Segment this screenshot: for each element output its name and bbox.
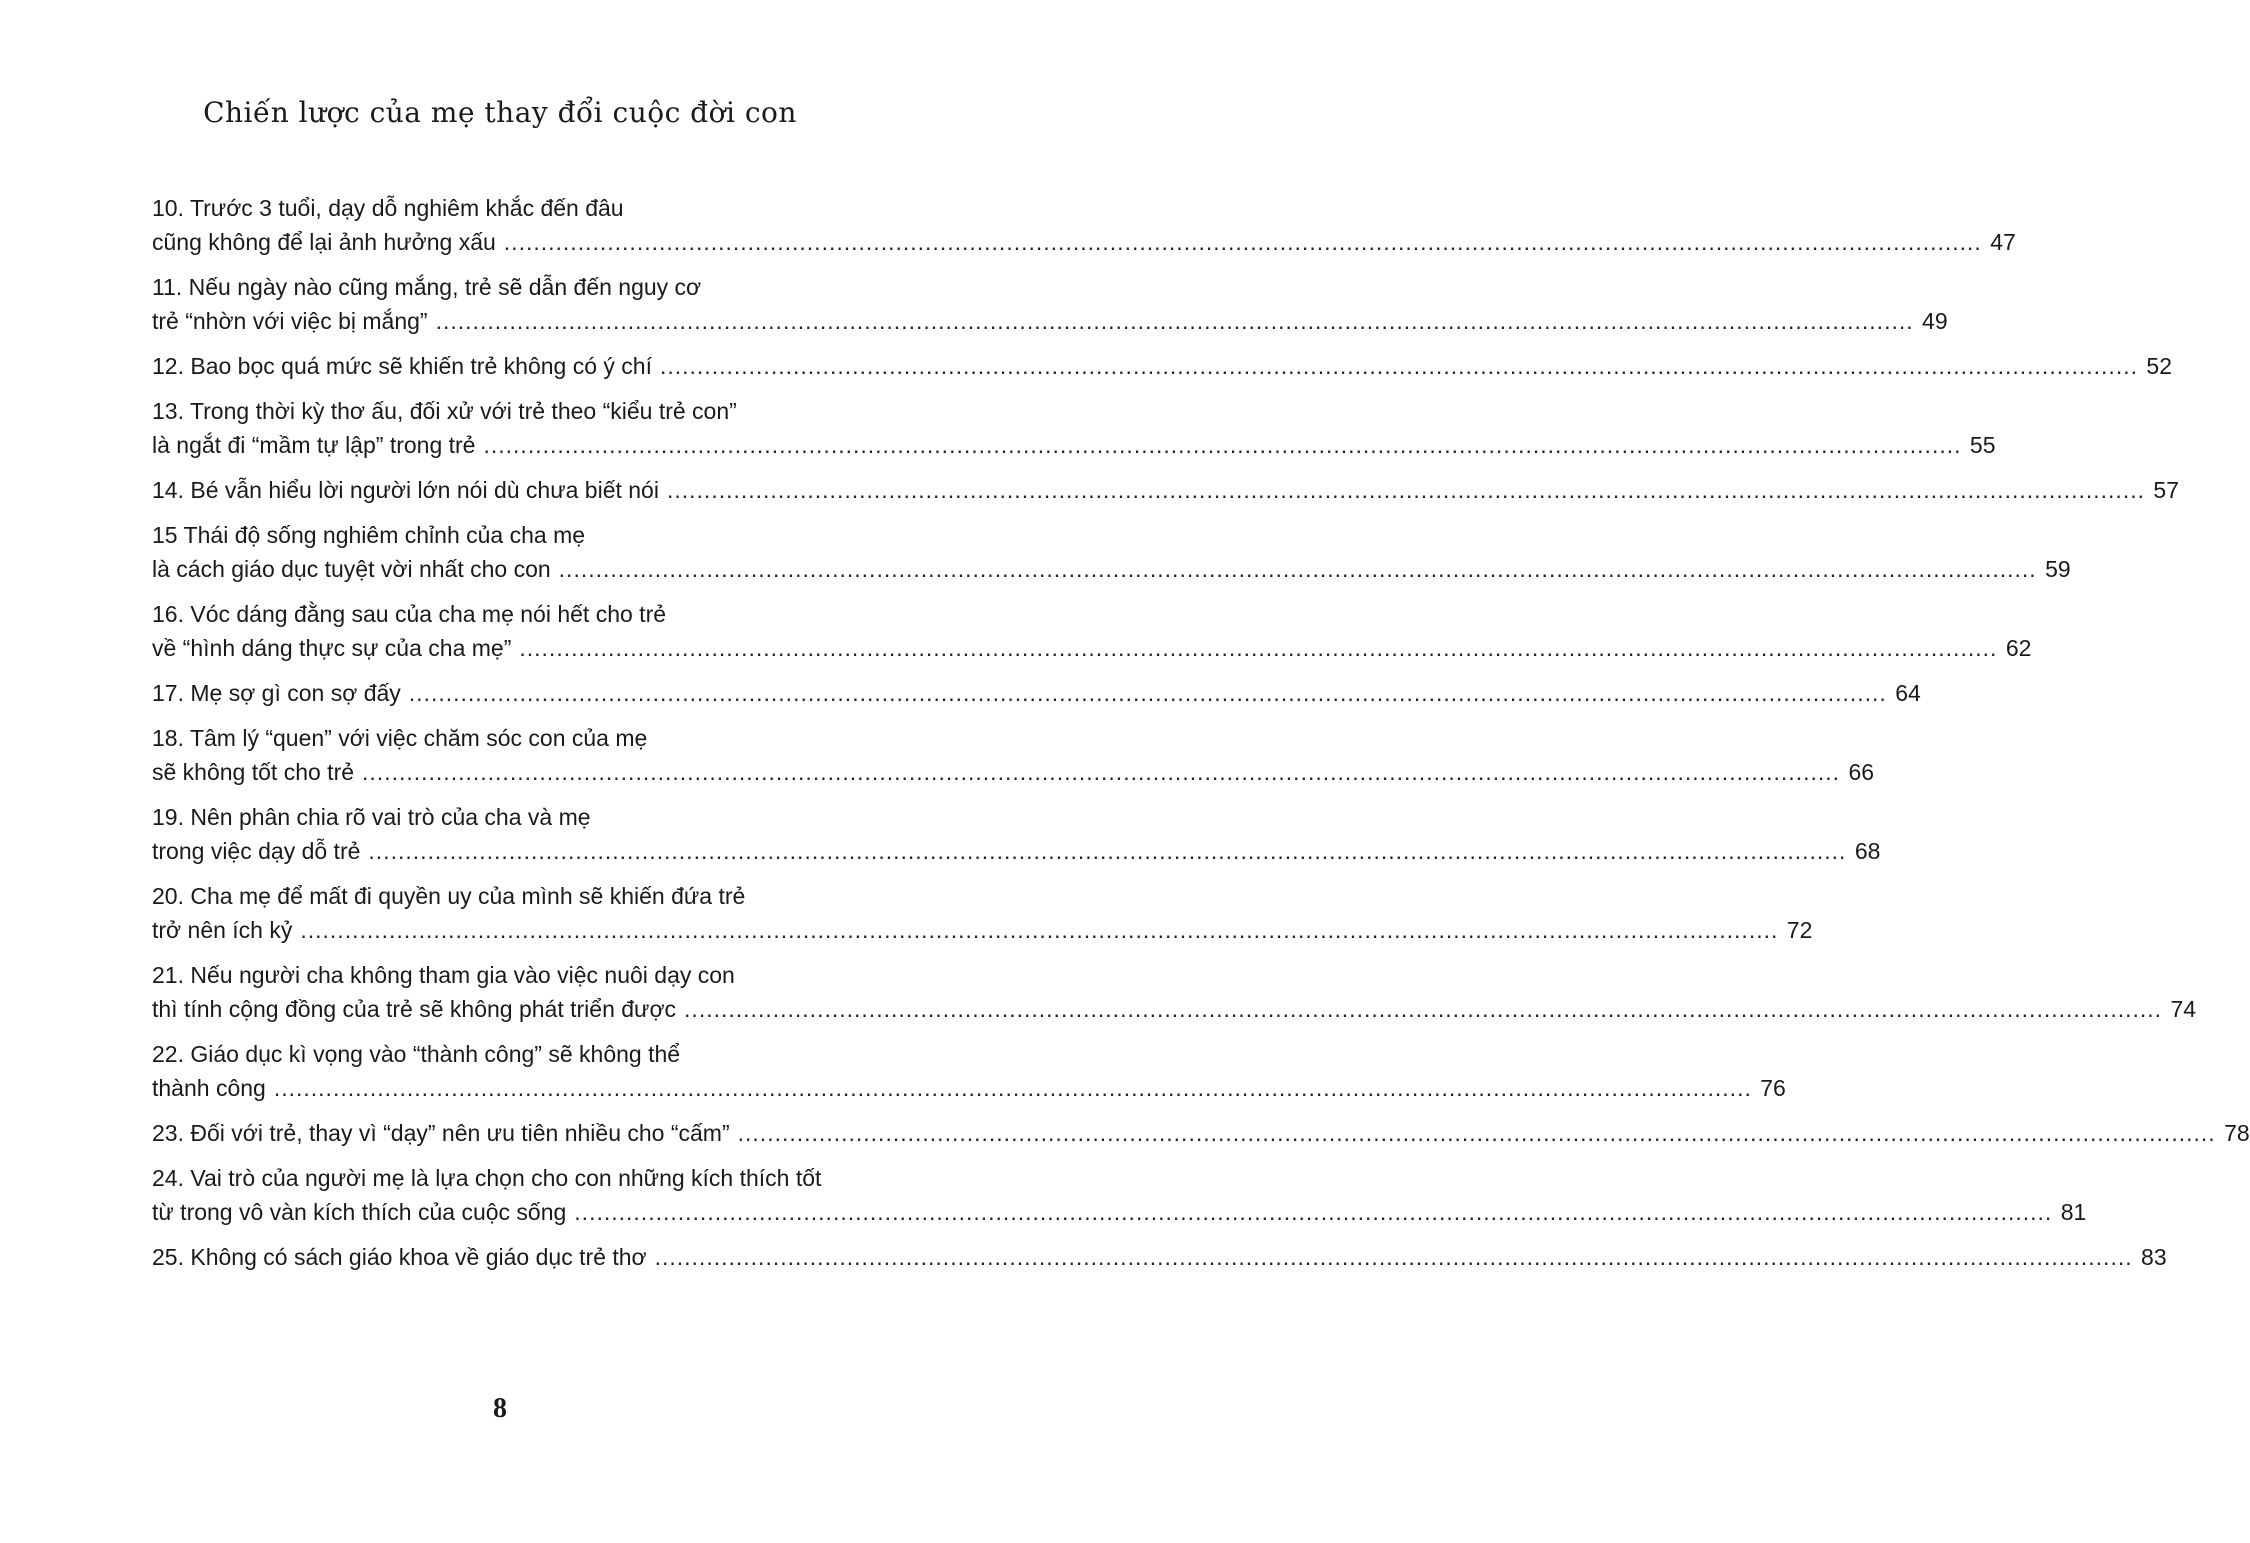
- dot-leader: ........................................................................................................................................................................................................: [408, 680, 1887, 706]
- toc-entry: [152, 958, 2197, 1026]
- toc-entry: [152, 1116, 2250, 1150]
- toc-page-number: 81: [2060, 1199, 2087, 1225]
- toc-entry-line: [152, 676, 1921, 710]
- toc-entry: [152, 349, 2172, 383]
- dot-leader: ........................................................................................................................................................................................................: [666, 477, 2145, 503]
- toc-page-number: 49: [1922, 308, 1948, 334]
- running-header-title: Chiến lược của mẹ thay đổi cuộc đời con: [203, 96, 797, 129]
- toc-entry-title: 25. Không có sách giáo khoa về giáo dục trẻ thơ: [152, 1244, 647, 1270]
- toc-entry-line: [152, 473, 2179, 507]
- toc-page-number: 55: [1969, 432, 1996, 458]
- toc-entry-title: thành công: [152, 1075, 266, 1101]
- dot-leader: ........................................................................................................................................................................................................: [273, 1075, 1752, 1101]
- toc-entry-line: [152, 552, 2071, 586]
- toc-page-number: 83: [2141, 1244, 2167, 1270]
- toc-entry: [152, 394, 1996, 462]
- toc-page-number: 47: [1990, 229, 2016, 255]
- toc-entry-line: [152, 755, 1875, 789]
- toc-entry-line: [152, 349, 2172, 383]
- toc-entry: [152, 1240, 2167, 1274]
- toc-entry-title: 12. Bao bọc quá mức sẽ khiến trẻ không có ý chí: [152, 353, 652, 379]
- toc-page-number: 59: [2045, 556, 2071, 582]
- toc-entry-title: từ trong vô vàn kích thích của cuộc sống: [152, 1199, 567, 1225]
- toc-entry-line: 13. Trong thời kỳ thơ ấu, đối xử với trẻ theo “kiểu trẻ con”: [152, 398, 737, 424]
- toc-entry-line: [152, 304, 1948, 338]
- dot-leader: ........................................................................................................................................................................................................: [558, 556, 2037, 582]
- toc-entry-line: [152, 225, 2016, 259]
- toc-entry-line: [152, 1116, 2250, 1150]
- dot-leader: ........................................................................................................................................................................................................: [483, 432, 1962, 458]
- toc-entry-line: 11. Nếu ngày nào cũng mắng, trẻ sẽ dẫn đến nguy cơ: [152, 274, 702, 300]
- toc-entry-line: 18. Tâm lý “quen” với việc chăm sóc con của mẹ: [152, 725, 648, 751]
- toc-entry-title: 17. Mẹ sợ gì con sợ đấy: [152, 680, 401, 706]
- dot-leader: ........................................................................................................................................................................................................: [362, 759, 1841, 785]
- dot-leader: ........................................................................................................................................................................................................: [503, 229, 1982, 255]
- toc-entry-line: [152, 913, 1813, 947]
- dot-leader: ........................................................................................................................................................................................................: [300, 917, 1779, 943]
- toc-entry-line: [152, 992, 2197, 1026]
- dot-leader: ........................................................................................................................................................................................................: [574, 1199, 2053, 1225]
- toc-entry-title: về “hình dáng thực sự của cha mẹ”: [152, 635, 512, 661]
- toc-entry: [152, 270, 1948, 338]
- toc-entry-line: 15 Thái độ sống nghiêm chỉnh của cha mẹ: [152, 522, 586, 548]
- dot-leader: ........................................................................................................................................................................................................: [659, 353, 2138, 379]
- toc-entry-line: [152, 631, 2032, 665]
- dot-leader: ........................................................................................................................................................................................................: [368, 838, 1847, 864]
- toc-entry-line: 22. Giáo dục kì vọng vào “thành công” sẽ không thể: [152, 1041, 681, 1067]
- toc-entry-line: [152, 1071, 1786, 1105]
- toc-page-number: 66: [1848, 759, 1875, 785]
- toc-entry-title: 23. Đối với trẻ, thay vì “dạy” nên ưu tiên nhiều cho “cấm”: [152, 1120, 730, 1146]
- toc-page-number: 72: [1786, 917, 1813, 943]
- toc-entry: [152, 473, 2179, 507]
- toc-page-number: 74: [2170, 996, 2197, 1022]
- toc-page-number: 68: [1854, 838, 1881, 864]
- toc-entry: [152, 676, 1921, 710]
- toc-entry-line: [152, 1195, 2087, 1229]
- toc-entry: [152, 800, 1881, 868]
- toc-entry-title: thì tính cộng đồng của trẻ sẽ không phát triển được: [152, 996, 677, 1022]
- toc-entry-line: 16. Vóc dáng đằng sau của cha mẹ nói hết cho trẻ: [152, 601, 667, 627]
- toc-entry-title: trẻ “nhờn với việc bị mắng”: [152, 308, 428, 334]
- dot-leader: ........................................................................................................................................................................................................: [519, 635, 1998, 661]
- table-of-contents: [152, 191, 2250, 1285]
- dot-leader: ........................................................................................................................................................................................................: [435, 308, 1914, 334]
- toc-entry: [152, 1161, 2087, 1229]
- toc-entry: [152, 518, 2071, 586]
- toc-page-number: 62: [2005, 635, 2032, 661]
- toc-entry-title: là ngắt đi “mầm tự lập” trong trẻ: [152, 432, 476, 458]
- toc-page-number: 78: [2224, 1120, 2250, 1146]
- toc-entry-line: 21. Nếu người cha không tham gia vào việc nuôi dạy con: [152, 962, 735, 988]
- toc-entry-title: cũng không để lại ảnh hưởng xấu: [152, 229, 496, 255]
- toc-entry: [152, 879, 1813, 947]
- toc-page-number: 76: [1760, 1075, 1786, 1101]
- toc-entry-title: trở nên ích kỷ: [152, 917, 293, 943]
- toc-page-number: 52: [2146, 353, 2172, 379]
- toc-entry-line: [152, 834, 1881, 868]
- dot-leader: ........................................................................................................................................................................................................: [654, 1244, 2133, 1270]
- toc-entry-line: 20. Cha mẹ để mất đi quyền uy của mình sẽ khiến đứa trẻ: [152, 883, 746, 909]
- toc-entry-line: 24. Vai trò của người mẹ là lựa chọn cho con những kích thích tốt: [152, 1165, 822, 1191]
- toc-page-number: 57: [2153, 477, 2179, 503]
- page-number: 8: [493, 1393, 507, 1424]
- toc-entry-line: 10. Trước 3 tuổi, dạy dỗ nghiêm khắc đến đâu: [152, 195, 624, 221]
- toc-entry: [152, 191, 2016, 259]
- toc-entry: [152, 721, 1875, 789]
- dot-leader: ........................................................................................................................................................................................................: [684, 996, 2163, 1022]
- toc-entry: [152, 597, 2032, 665]
- toc-entry-line: [152, 428, 1996, 462]
- toc-entry: [152, 1037, 1786, 1105]
- toc-entry-title: sẽ không tốt cho trẻ: [152, 759, 355, 785]
- toc-entry-title: 14. Bé vẫn hiểu lời người lớn nói dù chưa biết nói: [152, 477, 659, 503]
- toc-page-number: 64: [1895, 680, 1921, 706]
- dot-leader: ........................................................................................................................................................................................................: [737, 1120, 2216, 1146]
- toc-entry-title: là cách giáo dục tuyệt vời nhất cho con: [152, 556, 551, 582]
- toc-entry-title: trong việc dạy dỗ trẻ: [152, 838, 361, 864]
- toc-entry-line: 19. Nên phân chia rõ vai trò của cha và mẹ: [152, 804, 591, 830]
- toc-entry-line: [152, 1240, 2167, 1274]
